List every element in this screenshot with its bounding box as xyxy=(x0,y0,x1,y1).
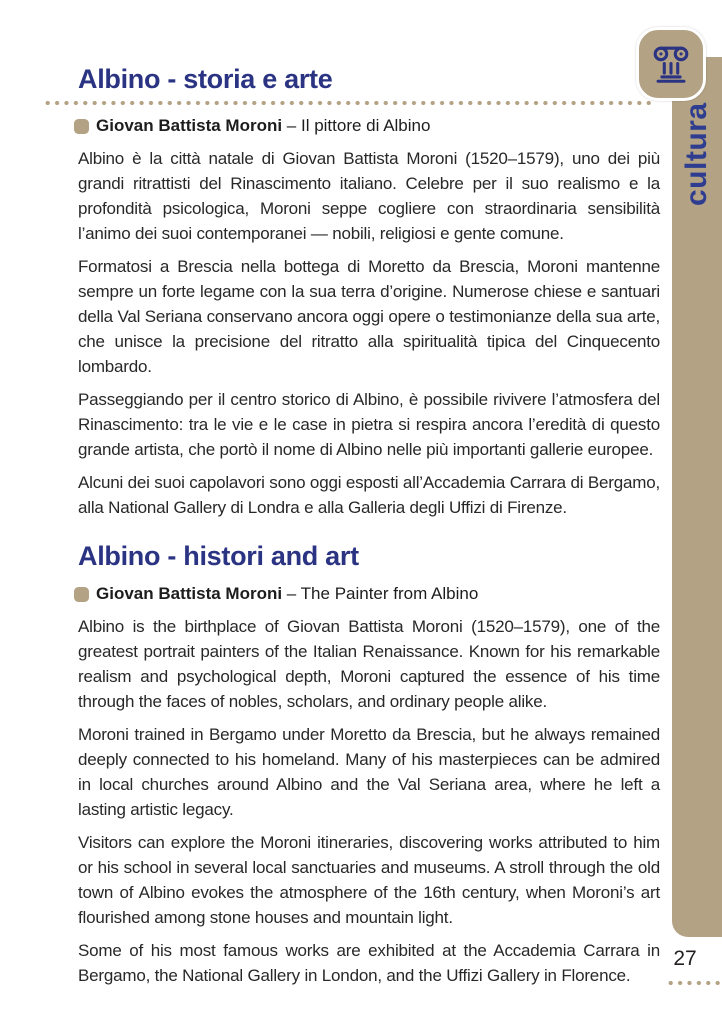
subtitle-name: Giovan Battista Moroni xyxy=(96,116,283,135)
paragraph-en-2: Moroni trained in Bergamo under Moretto da Brescia, but he always remained deeply connected to his homeland. Many of his masterpieces can be admired in local churches around Albino and the Val Seriana area, where he left a lasting artistic legacy. xyxy=(78,725,660,819)
column-icon xyxy=(648,41,694,87)
subtitle-name: Giovan Battista Moroni xyxy=(96,584,283,603)
square-bullet-icon xyxy=(74,119,89,134)
subtitle-italian xyxy=(74,116,660,136)
paragraph-en-4: Some of his most famous works are exhibited at the Accademia Carrara in Bergamo, the National Gallery in London, and the Uffizi Gallery in Florence. xyxy=(78,941,660,985)
subtitle-descriptor: – Il pittore di Albino xyxy=(282,116,431,135)
section-english xyxy=(78,541,660,988)
section-italian xyxy=(78,64,660,520)
paragraph-it-2: Formatosi a Brescia nella bottega di Moretto da Brescia, Moroni mantenne sempre un forte legame con la sua terra d’origine. Numerose chiese e santuari della Val Seriana conservano ancora oggi opere o testimonianze della sua arte, che unisce la precisione del ritratto alla spiritualità tipica del Cinquecento lombardo. xyxy=(78,257,660,376)
category-label: cultura xyxy=(680,102,713,206)
paragraph-it-3: Passeggiando per il centro storico di Albino, è possibile rivivere l’atmosfera del Rinascimento: tra le vie e le case in pietra si respira ancora l’eredità di questo grande artista, che portò il nome di Albino nelle più importanti gallerie europee. xyxy=(78,390,660,459)
dotted-divider xyxy=(43,101,652,105)
paragraph-en-3: Visitors can explore the Moroni itineraries, discovering works attributed to him or his school in several local sanctuaries and museums. A stroll through the old town of Albino evokes the atmosphere of the 16th century, when Moroni’s art flourished among stone houses and mountain light. xyxy=(78,833,660,927)
page-number-divider xyxy=(666,981,722,985)
subtitle-text xyxy=(96,584,478,604)
paragraph-it-1: Albino è la città natale di Giovan Battista Moroni (1520–1579), uno dei più grandi ritrattisti del Rinascimento italiano. Celebre per il suo realismo e la profondità psicologica, Moroni seppe cogliere con straordinaria sensibilità l’animo dei suoi contemporanei — nobili, religiosi e gente comune. xyxy=(78,149,660,243)
page-number: 27 xyxy=(673,947,697,970)
page-title-english: Albino - histori and art xyxy=(78,541,359,571)
subtitle-descriptor: – The Painter from Albino xyxy=(282,584,479,603)
subtitle-text xyxy=(96,116,430,136)
paragraph-it-4: Alcuni dei suoi capolavori sono oggi esposti all’Accademia Carrara di Bergamo, alla National Gallery di Londra e alla Galleria degli Uffizi di Firenze. xyxy=(78,473,660,517)
culture-badge xyxy=(636,27,706,101)
page-title-italian: Albino - storia e arte xyxy=(78,64,333,94)
text-column xyxy=(78,64,660,988)
square-bullet-icon xyxy=(74,587,89,602)
subtitle-english xyxy=(74,584,660,604)
paragraph-en-1: Albino is the birthplace of Giovan Battista Moroni (1520–1579), one of the greatest portrait painters of the Italian Renaissance. Known for his remarkable realism and psychological depth, Moroni captured the essence of his time through the faces of nobles, scholars, and ordinary people alike. xyxy=(78,617,660,711)
